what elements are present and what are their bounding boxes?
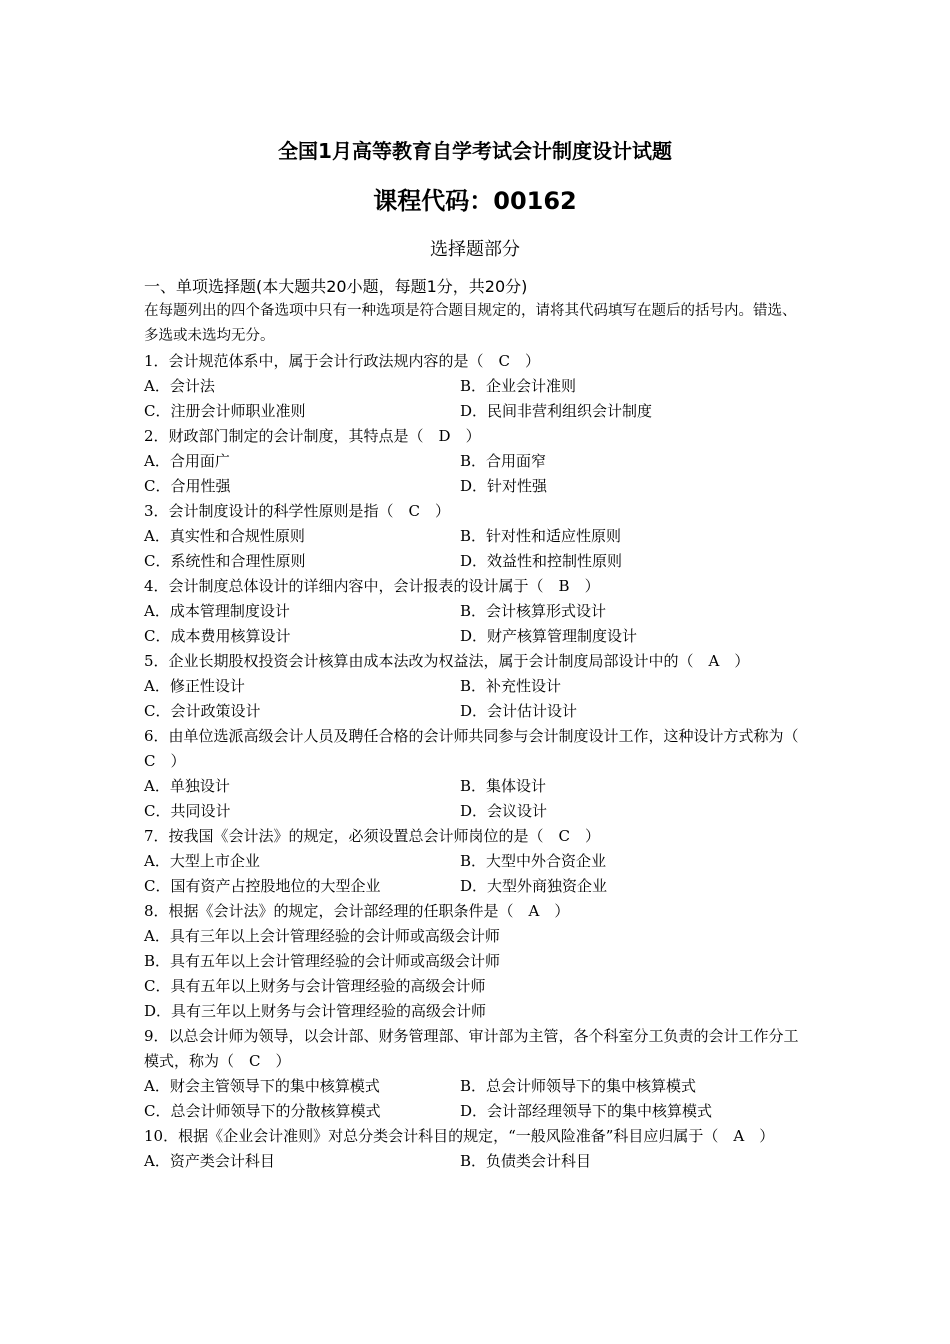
question-text: 5．企业长期股权投资会计核算由成本法改为权益法，属于会计制度局部设计中的（ A ） [144,652,750,670]
option-a: A．真实性和合规性原则 [144,527,305,545]
question-section [144,274,814,1174]
option-b: B．针对性和适应性原则 [460,527,622,545]
option-row [144,799,808,824]
option-b: B．合用面窄 [460,452,547,470]
option-a: A．单独设计 [144,777,230,795]
option-d: D．具有三年以上财务与会计管理经验的高级会计师 [144,1002,487,1020]
option-row [144,849,808,874]
option-c: C．国有资产占控股地位的大型企业 [144,877,381,895]
question-text: 6．由单位选派高级会计人员及聘任合格的会计师共同参与会计制度设计工作，这种设计方式称为（ C ） [144,727,814,770]
option-b: B．企业会计准则 [460,377,577,395]
option-d: D．会计估计设计 [460,702,578,720]
section-title: 选择题部分 [430,239,520,260]
question-3 [144,499,808,574]
option-b: B．集体设计 [460,777,547,795]
option-row [144,1099,808,1124]
option-b: B．负债类会计科目 [460,1152,592,1170]
option-d: D．财产核算管理制度设计 [460,627,638,645]
option-row [144,774,808,799]
option-a: A．修正性设计 [144,677,245,695]
option-b: B．大型中外合资企业 [460,852,607,870]
option-d: D．针对性强 [460,477,548,495]
question-text: 10．根据《企业会计准则》对总分类会计科目的规定，“一般风险准备”科目应归属于（ A ） [144,1127,775,1145]
option-b: B．总会计师领导下的集中核算模式 [460,1077,697,1095]
option-row [144,599,808,624]
question-4 [144,574,808,649]
option-a: A．合用面广 [144,452,230,470]
option-row [144,874,808,899]
option-c: C．合用性强 [144,477,231,495]
question-10 [144,1124,808,1174]
option-b: B．补充性设计 [460,677,562,695]
option-d: D．民间非营利组织会计制度 [460,402,653,420]
option-row [144,399,808,424]
option-a: A．大型上市企业 [144,852,260,870]
option-row [144,699,808,724]
option-c: C．系统性和合理性原则 [144,552,306,570]
option-c: C．总会计师领导下的分散核算模式 [144,1102,381,1120]
question-text: 3．会计制度设计的科学性原则是指（ C ） [144,502,451,520]
question-text: 9．以总会计师为领导，以会计部、财务管理部、审计部为主管，各个科室分工负责的会计工作分工模式，称为（ C ） [144,1027,799,1070]
option-c: C．会计政策设计 [144,702,261,720]
option-d: D．会议设计 [460,802,548,820]
option-row [144,449,808,474]
option-d: D．大型外商独资企业 [460,877,608,895]
option-row [144,374,808,399]
question-7 [144,824,808,899]
option-row [144,624,808,649]
option-c: C．具有五年以上财务与会计管理经验的高级会计师 [144,977,486,995]
question-text: 7．按我国《会计法》的规定，必须设置总会计师岗位的是（ C ） [144,827,601,845]
question-6 [144,724,814,824]
option-a: A．财会主管领导下的集中核算模式 [144,1077,380,1095]
part-heading: 一、单项选择题(本大题共20小题，每题1分，共20分) [144,277,528,296]
option-row [144,674,808,699]
instructions: 在每题列出的四个备选项中只有一种选项是符合题目规定的，请将其代码填写在题后的括号内。错选、多选或未选均无分。 [144,303,797,344]
option-row [144,549,808,574]
option-row [144,1074,808,1099]
option-row [144,1149,808,1174]
question-text: 1．会计规范体系中，属于会计行政法规内容的是（ C ） [144,352,541,370]
option-b: B．具有五年以上会计管理经验的会计师或高级会计师 [144,952,501,970]
question-8 [144,899,808,1024]
option-row [144,524,808,549]
option-b: B．会计核算形式设计 [460,602,607,620]
question-9 [144,1024,808,1124]
question-text: 4．会计制度总体设计的详细内容中，会计报表的设计属于（ B ） [144,577,600,595]
question-1 [144,349,808,424]
option-d: D．效益性和控制性原则 [460,552,623,570]
page-title: 全国1月高等教育自学考试会计制度设计试题 [278,139,672,163]
option-a: A．会计法 [144,377,215,395]
option-a: A．具有三年以上会计管理经验的会计师或高级会计师 [144,927,500,945]
option-a: A．成本管理制度设计 [144,602,290,620]
question-text: 8．根据《会计法》的规定，会计部经理的任职条件是（ A ） [144,902,570,920]
option-c: C．成本费用核算设计 [144,627,291,645]
option-d: D．会计部经理领导下的集中核算模式 [460,1102,713,1120]
question-2 [144,424,808,499]
course-code: 课程代码：00162 [373,187,577,215]
option-a: A．资产类会计科目 [144,1152,275,1170]
option-row [144,474,808,499]
question-text: 2．财政部门制定的会计制度，其特点是（ D ） [144,427,481,445]
option-c: C．共同设计 [144,802,231,820]
option-c: C．注册会计师职业准则 [144,402,306,420]
question-5 [144,649,808,724]
